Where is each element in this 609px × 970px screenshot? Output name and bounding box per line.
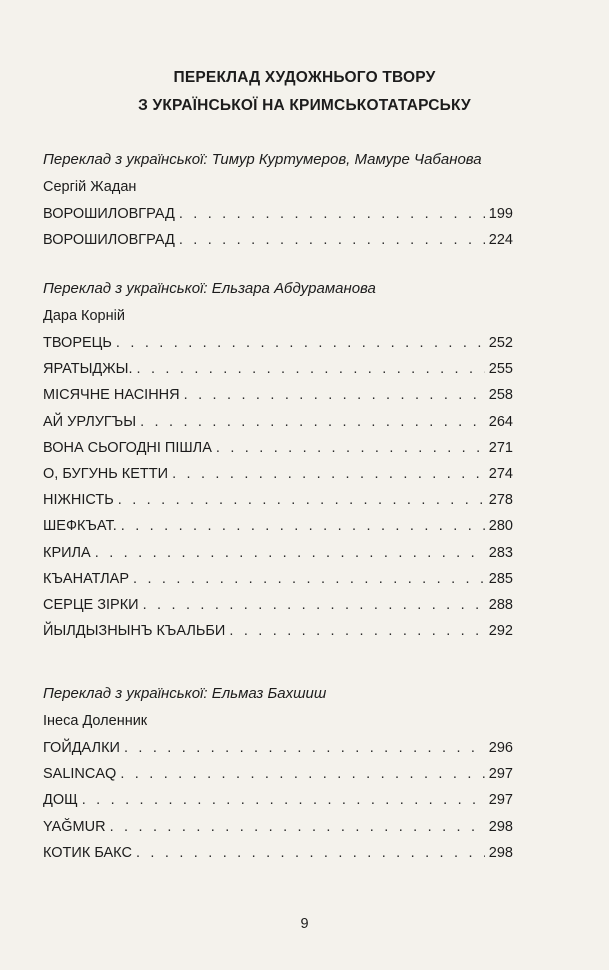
entry-title: ЯРАТЫДЖЫ.	[43, 361, 133, 378]
entry-title: ВОРОШИЛОВГРАД	[43, 232, 175, 249]
entry-title: ВОРОШИЛОВГРАД	[43, 206, 175, 222]
entry-page: 296	[488, 740, 513, 756]
entry-page: 297	[488, 792, 513, 809]
translator-credit: Переклад з української: Тимур Куртумеров, Мамуре Чабанова	[43, 151, 482, 168]
entry-title: СЕРЦЕ ЗІРКИ	[43, 596, 139, 613]
dot-leader	[121, 513, 485, 539]
dot-leader	[82, 787, 485, 813]
dot-leader	[143, 592, 485, 618]
entry-title: МІСЯЧНЕ НАСІННЯ	[43, 387, 180, 404]
entry-title: ДОЩ	[43, 792, 78, 809]
dot-leader	[95, 540, 485, 566]
entry-title: НІЖНІСТЬ	[43, 492, 114, 509]
entry-page: 252	[488, 335, 513, 351]
entry-page: 298	[488, 844, 513, 861]
heading-line-2: З УКРАЇНСЬКОЇ НА КРИМСЬКОТАТАРСЬКУ	[138, 97, 471, 114]
dot-leader	[216, 435, 485, 461]
entry-page: 298	[488, 818, 513, 835]
toc-entry	[43, 814, 513, 840]
toc-entry	[43, 201, 513, 227]
dot-leader	[136, 840, 485, 866]
toc-entry	[43, 540, 513, 566]
dot-leader	[133, 566, 485, 592]
dot-leader	[179, 201, 485, 227]
entry-page: 278	[488, 492, 513, 509]
dot-leader	[110, 814, 485, 840]
entry-title: ЙЫЛДЫЗНЫНЪ КЪАЛЬБИ	[43, 623, 226, 640]
toc-entry	[43, 618, 513, 644]
entry-page: 280	[488, 518, 513, 535]
dot-leader	[229, 618, 484, 644]
author-name: Сергій Жадан	[43, 179, 137, 195]
dot-leader	[179, 227, 485, 253]
dot-leader	[118, 487, 485, 513]
toc-entry	[43, 382, 513, 408]
dot-leader	[120, 761, 484, 787]
toc-entry	[43, 566, 513, 592]
toc-entry	[43, 356, 513, 382]
toc-entry	[43, 592, 513, 618]
toc-section-korniy	[43, 276, 513, 644]
entry-title: SALINCAQ	[43, 766, 117, 783]
dot-leader	[124, 735, 485, 761]
dot-leader	[172, 461, 485, 487]
author-name: Дара Корній	[43, 308, 125, 324]
entry-title: КОТИК БАКС	[43, 844, 132, 861]
entry-page: 292	[488, 623, 513, 640]
entry-page: 224	[488, 232, 513, 249]
entry-title: ШЕФКЪАТ.	[43, 518, 117, 535]
entry-title: КЪАНАТЛАР	[43, 570, 130, 587]
dot-leader	[184, 382, 485, 408]
toc-entry	[43, 487, 513, 513]
toc-entry	[43, 461, 513, 487]
entry-title: ВОНА СЬОГОДНІ ПІШЛА	[43, 439, 212, 456]
toc-entry	[43, 435, 513, 461]
toc-entry	[43, 735, 513, 761]
translator-credit: Переклад з української: Ельмаз Бахшиш	[43, 685, 327, 702]
toc-entry	[43, 227, 513, 253]
toc-entry	[43, 787, 513, 813]
entry-title: ТВОРЕЦЬ	[43, 335, 112, 351]
entry-page: 271	[488, 439, 513, 456]
toc-entry	[43, 409, 513, 435]
dot-leader	[116, 330, 485, 356]
entry-title: КРИЛА	[43, 544, 91, 561]
page-number: 9	[300, 916, 309, 932]
entry-page: 264	[488, 413, 513, 430]
entry-title: АЙ УРЛУГЪЫ	[43, 413, 137, 430]
toc-entry	[43, 761, 513, 787]
entry-page: 285	[488, 570, 513, 587]
entry-page: 288	[488, 596, 513, 613]
toc-entry	[43, 513, 513, 539]
toc-heading	[0, 64, 609, 120]
heading-line-1: ПЕРЕКЛАД ХУДОЖНЬОГО ТВОРУ	[173, 69, 436, 86]
entry-page: 199	[488, 206, 513, 222]
toc-entry	[43, 330, 513, 356]
entry-page: 274	[488, 465, 513, 482]
entry-title: YAĞMUR	[43, 818, 106, 835]
entry-title: О, БУГУНЬ КЕТТИ	[43, 465, 169, 482]
entry-page: 297	[488, 766, 513, 783]
entry-page: 258	[488, 387, 513, 404]
toc-section-dolennyk	[43, 681, 513, 866]
entry-title: ГОЙДАЛКИ	[43, 740, 120, 756]
translator-credit: Переклад з української: Ельзара Абдураманова	[43, 280, 376, 297]
toc-entry	[43, 840, 513, 866]
dot-leader	[136, 356, 484, 382]
entry-page: 283	[488, 544, 513, 561]
toc-section-zhadan	[43, 147, 513, 253]
dot-leader	[140, 409, 485, 435]
author-name: Інеса Доленник	[43, 713, 148, 729]
entry-page: 255	[488, 361, 513, 378]
